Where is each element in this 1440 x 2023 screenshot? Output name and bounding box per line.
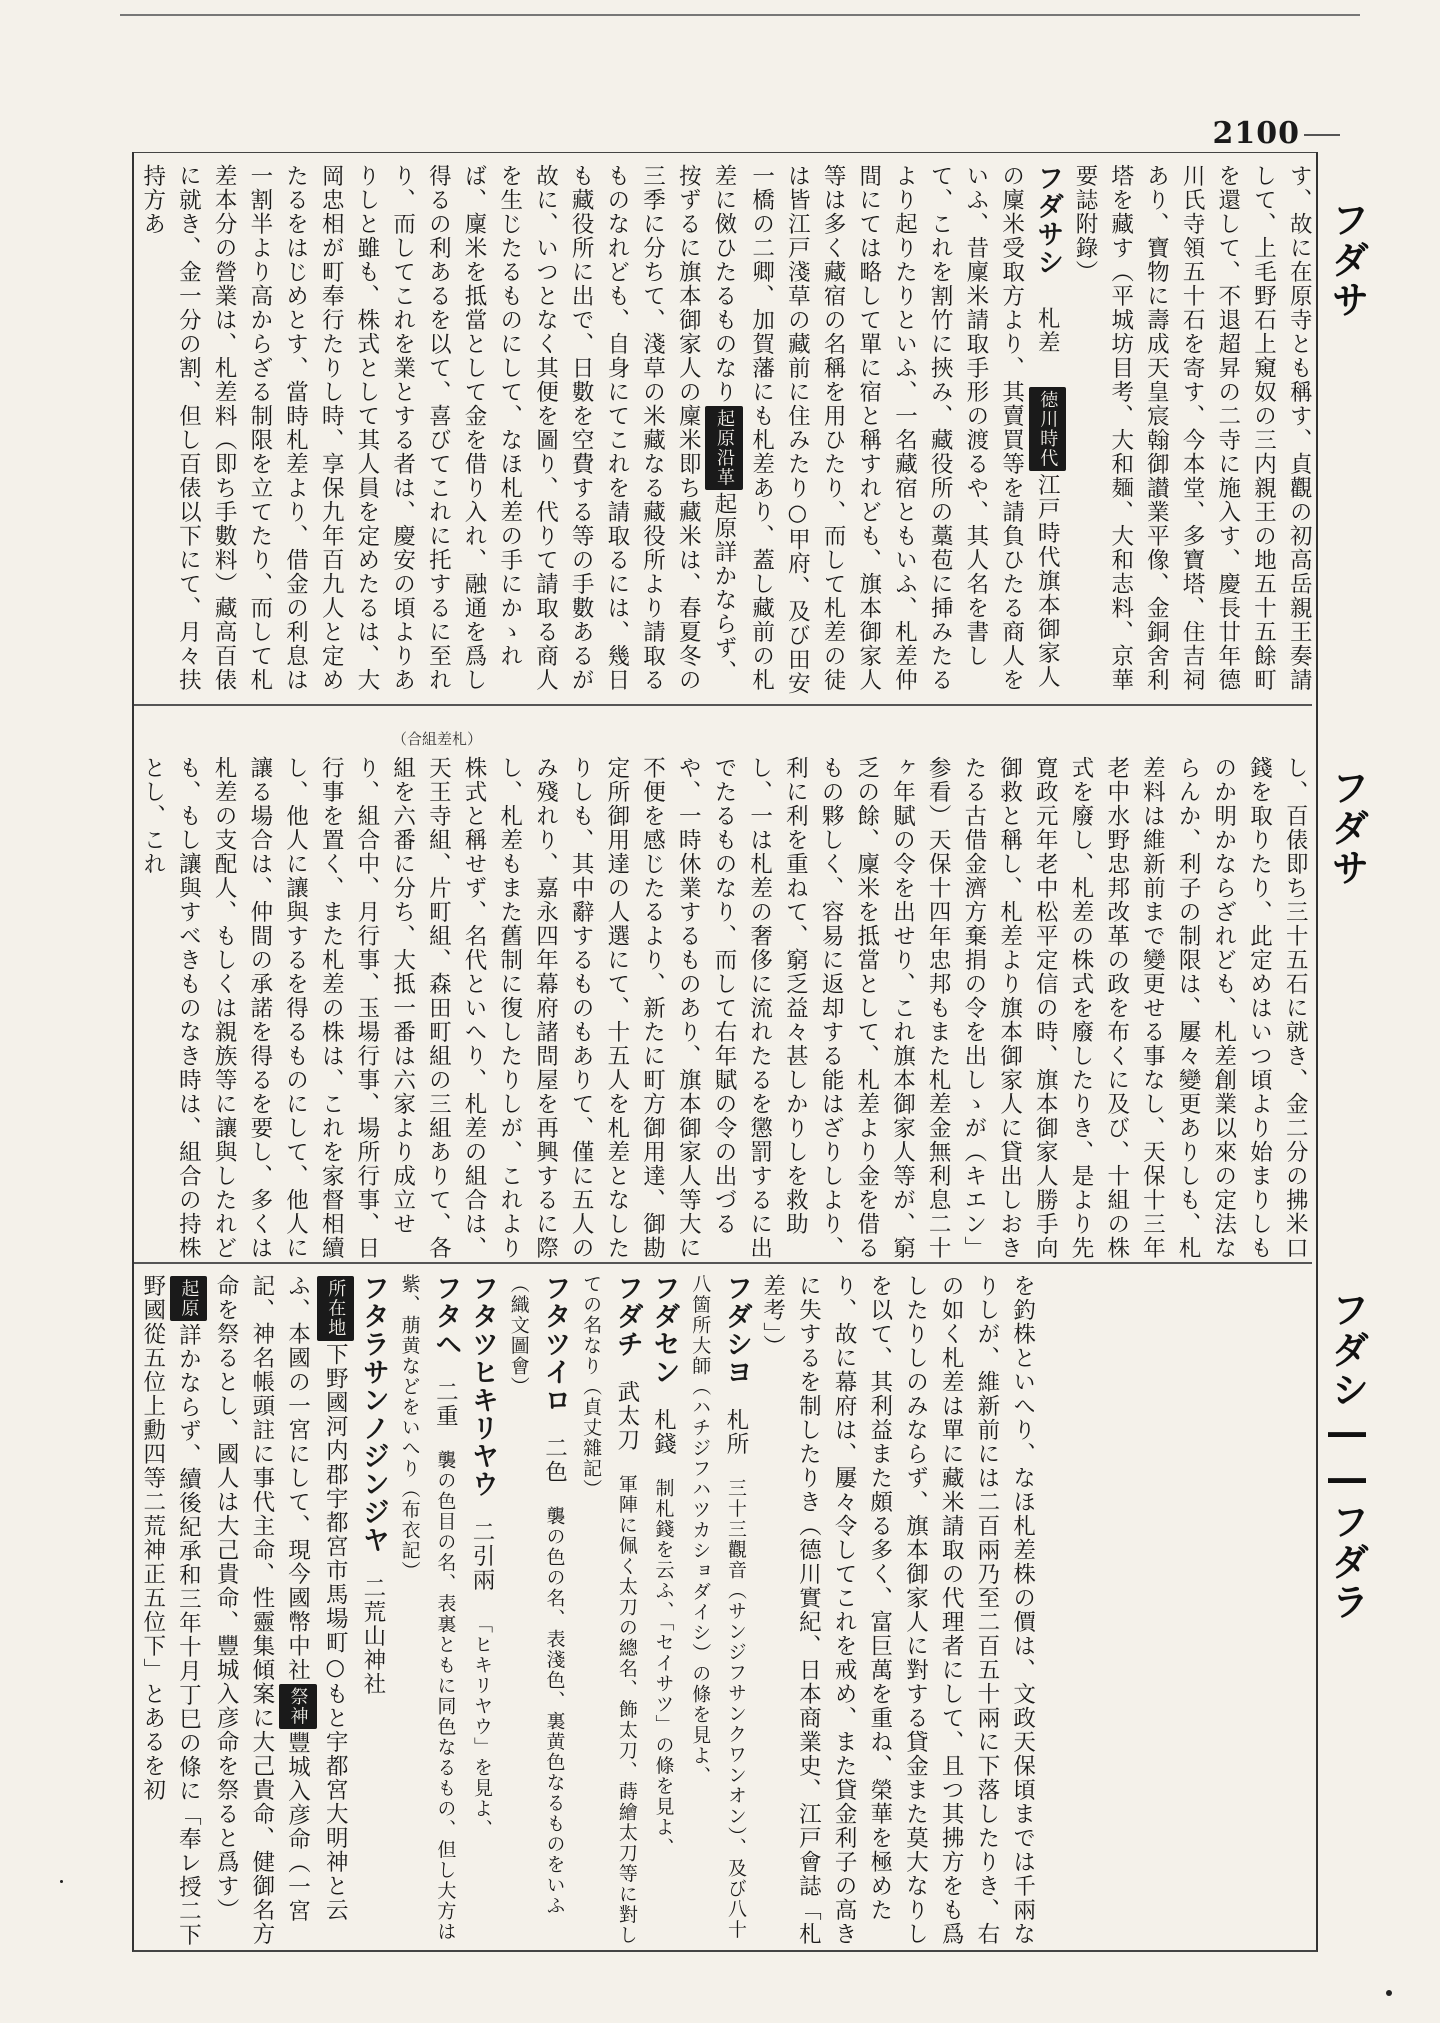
section-2 (134, 748, 1312, 1260)
tag-location: 所在地 (317, 1276, 355, 1341)
entry-kanji: 二荒山神社 (359, 1576, 386, 1696)
entry-headword: フタツヒキリヤウ (467, 1274, 499, 1498)
section-2-body: し、百俵即ち三十五石に就き、金二分の拂米口錢を取りたり、此定めはいつ頃より始まりしものか明かならざれども、札差創業以來の定法ならんか、利子の制限は、屢々變更ありしも、札差料は維新前まで變更せる事なし、天保十三年老中水野忠邦改革の政を布くに及び、十組の株式を廢し、札差の株式を廢したりき、是より先寛政元年老中松平定信の時、旗本御家人勝手向御救と稱し、札差より旗本御家人に貸出しおきたる古借金濟方棄捐の令を出しゝが（キエン」参看）天保十四年忠邦もまた札差金無利息二十ヶ年賦の令を出せり、これ旗本御家人等が、窮乏の餘、廩米を抵當として、札差より金を借るもの夥しく、容易に返却する能はざりしより、利に利を重ねて、窮乏益々甚しかりしを救助し、一は札差の奢侈に流れたるを懲罰するに出でたるものなり、而して右年賦の令の出づるや、一時休業するものあり、旗本御家人等大に不便を感じたるより、新たに町方御用達、御勘定所御用達の人選にて、十五人を札差となしたりしも、其中辭するものもありて、僅に五人のみ殘れり、嘉永四年幕府諸問屋を再興するに際し、札差もまた舊制に復したりしが、これより株式と稱せず、名代といへり、札差の組合は、天王寺組、片町組、森田町組の三組ありて、各組を六番に分ち、大抵一番は六家より成立せり、組合中、月行事、玉場行事、場所行事、日行事を置く、また札差の株は、これを家督相續し、他人に讓與するを得るものにして、他人に讓る場合は、仲間の承諾を得るを要し、多くは札差の支配人、もしくは親族等に讓與したれども、もし讓與すべきものなき時は、組合の持株とし、これ (139, 756, 1309, 1260)
entry-kanji: 札錢 (650, 1408, 677, 1456)
entry-headword: フダセン (648, 1274, 680, 1386)
entry-body: 襲の色目の名、表裏ともに同色なるもの、但し大方は紫、萠黄などをいへり（布衣記） (398, 1274, 457, 1942)
entry-body: 襲の色の名、表淺色、裏黄色なるものをいふ（織文圖會） (507, 1274, 566, 1916)
section-2-text (134, 748, 1312, 1260)
entry-body-2: 起原詳かならず、按ずるに旗本御家人の廩米即ち藏米は、春夏冬の三季に分ちて、淺草の米藏なる藏役所より請取るものなれども、自身にてこれを請取るには、幾日も藏役所に出で、日數を空費する等の手數あるが故に、いつとなく其便を圖り、代りて請取る商人を生じたるものにして、なほ札差の手にかゝれば、廩米を抵當として金を借り入れ、融通を爲し得るの利あるを以て、喜びてこれに托するに至れり、而してこれを業とする者は、慶安の頃よりありしと雖も、株式として其人員を定めたるは、大岡忠相が町奉行たりし時、享保九年百九人と定めたるをはじめとす、當時札差より、借金の利息は一割半より高からざる制限を立てたり、而して札差本分の營業は、札差料（即ち手數料）藏高百俵に就き、金一分の割、但し百俵以下にて、月々扶持方あ (139, 164, 737, 692)
section-3 (134, 1266, 1312, 1948)
entry-headword: フタヘ (430, 1274, 462, 1358)
entry-headword-fudasashi: フダサシ (1032, 164, 1064, 276)
section-1 (134, 156, 1312, 704)
entry-kanji-fudasashi: 札差 (1034, 306, 1061, 355)
page-number-dash (1304, 134, 1340, 136)
page-number: 2100 (1212, 116, 1300, 151)
entry-kanji: 武太刀 (613, 1380, 640, 1452)
top-rule (120, 14, 1360, 16)
entry-body-deity: 豐城入彦命（一宮記、神名帳頭註に事代主命、性靈集傾案に大己貴命、健御名方命を祭るとし、國人は大己貴命、豐城入彦命を祭ると爲す） (213, 1274, 311, 1946)
section-1-text (134, 156, 1312, 704)
entry-headword: フダチ (611, 1274, 643, 1358)
side-head-bottom: フダシ――フダラ (1325, 1290, 1369, 1622)
entry-body-origin: 詳かならず、續後紀承和三年十月丁巳の條に「奉レ授二下野國從五位上勳四等二荒神正五位下」とあるを初 (139, 1274, 202, 1947)
entry-kanji: 二引兩 (469, 1520, 496, 1592)
entry-kanji: 二重 (432, 1380, 459, 1428)
section-1-intro: す、故に在原寺とも稱す、貞觀の初高岳親王奏請して、上毛野石上窺奴の三内親王の地五十五餘町を還して、不退超昇の二寺に施入す、慶長廿年德川氏寺領五十石を寄す、今本堂、多寶塔、住吉祠あり、寶物に壽成天皇宸翰御讃業平像、金銅舍利塔を藏す（平城坊目考、大和麺、大和志料、京華要誌附錄） (1071, 164, 1312, 692)
tag-tokugawa: 徳川時代 (1029, 387, 1067, 471)
scan-speck (1386, 1990, 1392, 1996)
entry-body: 下野國河内郡宇都宮市馬場町○もと宇都宮大明神と云ふ、本國の一宮にして、現今國幣中社 (284, 1274, 349, 1922)
section-3-continuation: を釣株といへり、なほ札差株の價は、文政天保頃までは千兩なりしが、維新前には二百兩乃至二百五十兩に下落したりき、右の如く札差は單に藏米請取の代理者にして、且つ其拂方をも爲したりしのみならず、旗本御家人に對する貸金また莫大なりしを以て、其利益また頗る多く、富巨萬を重ね、榮華を極めたり、故に幕府は、屢々令してこれを戒め、また貸金利子の高きに失するを制したりき（德川實紀、日本商業史、江戸會誌「札差考」） (759, 1274, 1036, 1946)
tag-deity: 祭神 (279, 1684, 317, 1729)
section-rule-1 (134, 704, 1312, 706)
entry-body-1: 江戸時代旗本御家人の廩米受取方より、其賣買等を請負ひたる商人をいふ、昔廩米請取手形の渡るや、其人名を書して、これを割竹に挾み、藏役所の藁苞に挿みたるより起りたりといふ、一名藏宿ともいふ、札差仲間にては略して單に宿と稱すれども、旗本御家人等は多く藏宿の名稱を用ひたり、而して札差の徒は皆江戸淺草の藏前に住みたり○甲府、及び田安一橋の二卿、加賀藩にも札差あり、蓋し藏前の札差に傚ひたるものなり (710, 164, 1061, 696)
section-rule-2 (134, 1262, 1312, 1264)
entry-body: 「ヒキリヤウ」を見よ、 (471, 1614, 494, 1840)
entry-body: 三十三觀音（サンジフサンクワンオン）、及び八十八箇所大師（ハチジフハツカショダイシ）の條を見よ、 (689, 1274, 747, 1940)
entry-headword: フタツイロ (539, 1274, 571, 1414)
entry-kanji: 二色 (541, 1436, 568, 1484)
scan-speck (60, 1880, 63, 1883)
side-head-middle: フダサ (1325, 768, 1369, 888)
section-3-text (134, 1266, 1050, 1948)
side-head-top: フダサ (1325, 200, 1369, 320)
entry-headword: フタラサンノジンジヤ (357, 1274, 389, 1554)
entry-body: 軍陣に佩く太刀の總名、飾太刀、蒔繪太刀等に對しての名なり（貞丈雜記） (580, 1274, 638, 1946)
caption-note: （合組差札） (392, 730, 483, 748)
entry-body: 制札錢を云ふ、「セイサツ」の條を見よ、 (652, 1478, 675, 1858)
entry-kanji: 札所 (722, 1408, 749, 1456)
tag-origin: 起原沿革 (705, 406, 743, 490)
entry-headword: フダシヨ (720, 1274, 752, 1386)
tag-origin: 起原 (170, 1276, 208, 1321)
